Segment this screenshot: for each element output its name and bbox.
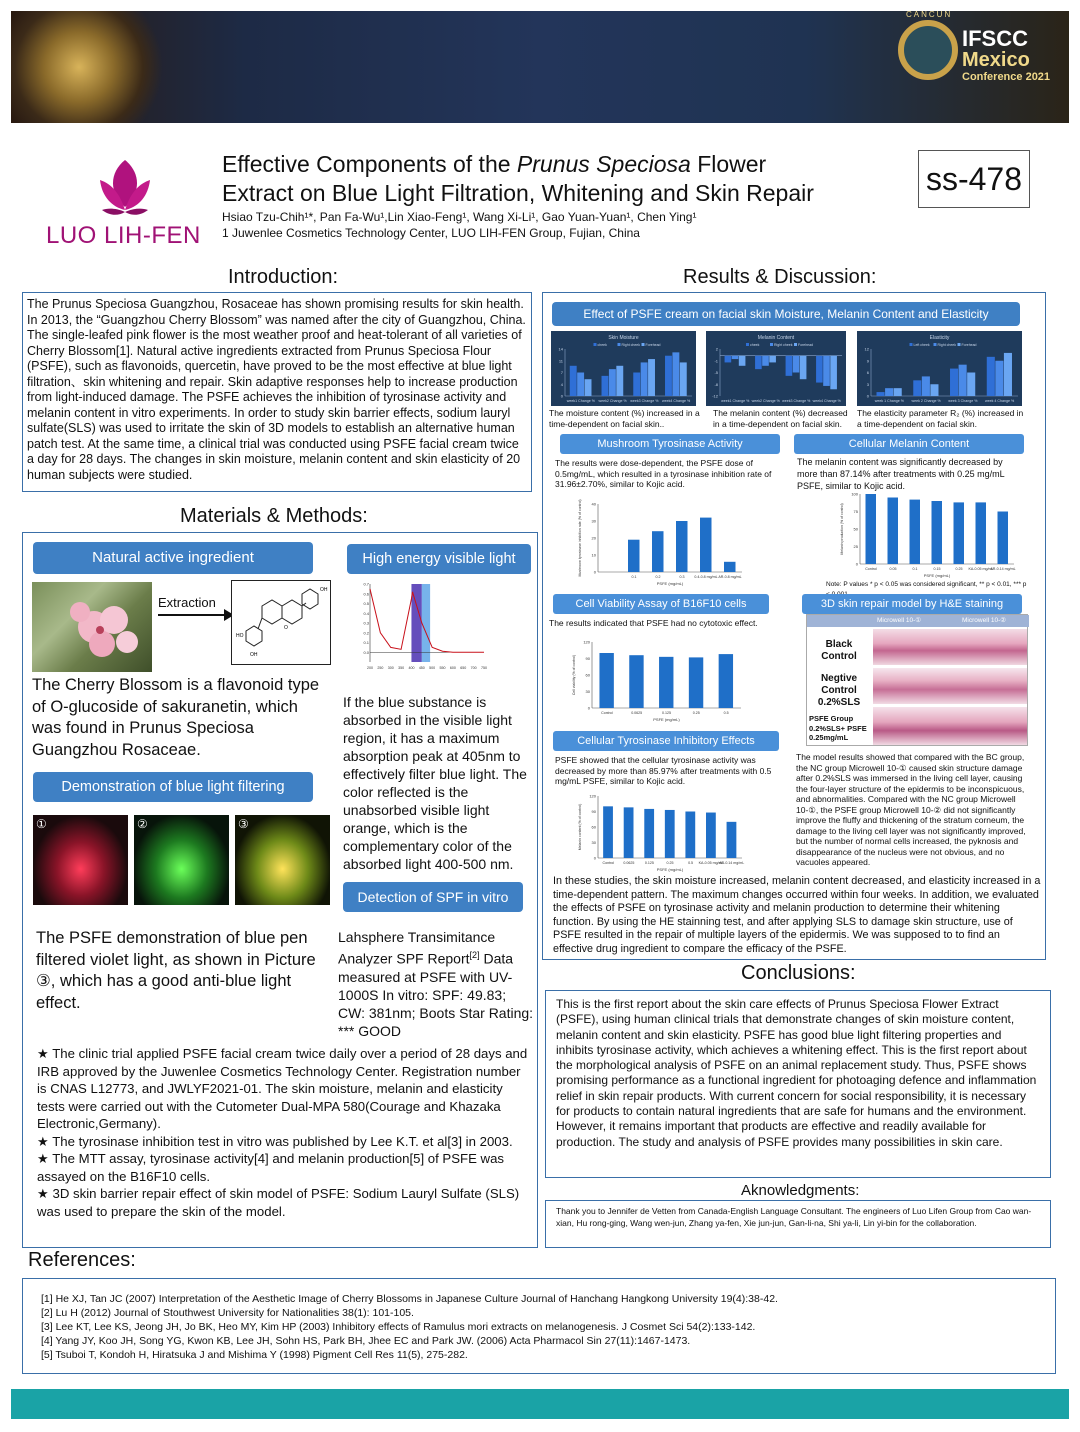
- bar: [967, 373, 975, 397]
- x-tick-label: 0.25: [955, 567, 963, 571]
- results-summary: In these studies, the skin moisture increased, melanin content decreased, and elasticity increased in a time-dependent pattern. The maximum changes occurred within four weeks. In addition, we evaluated the effects of PSFE on tyrosinase activity and melanin production to determine their whitening function. By using the HE stainning test, and after applying SLS to damage skin structure, use of PSFE resulted in the repair of multiple layers of the epidermis. We was supposed to to find an effective drug ingredient to compare the efficacy of the PSFE.: [553, 875, 1041, 955]
- y-tick-label: 0: [593, 569, 596, 575]
- cell-melanin-chart-svg: [838, 488, 1018, 578]
- bar: [602, 376, 609, 396]
- x-tick-label: 750: [481, 666, 487, 670]
- legend-label: Forehead: [798, 343, 813, 347]
- skin3d-label: 3D skin repair model by H&E staining: [802, 594, 1022, 614]
- x-tick-label: week2 Change %: [598, 399, 627, 403]
- x-tick-label: 0.2: [655, 575, 661, 579]
- bar: [706, 813, 716, 858]
- bar: [793, 356, 800, 373]
- photo-number-2: ②: [137, 817, 148, 831]
- bar: [987, 357, 995, 396]
- intro-heading: Introduction:: [228, 266, 339, 288]
- bar: [644, 809, 654, 858]
- bar: [689, 657, 703, 708]
- y-tick-label: 30: [591, 840, 596, 845]
- bar: [724, 562, 736, 572]
- y-tick-label: -8: [714, 381, 718, 387]
- x-tick-label: 350: [398, 666, 405, 670]
- bar: [888, 498, 899, 565]
- moisture-chart-svg: [551, 331, 696, 406]
- bar: [800, 356, 807, 380]
- y-tick-label: 0.2: [363, 630, 369, 636]
- reference-item: [5] Tsuboi T, Kondoh H, Hiratsuka J and Mishima Y (1998) Pigment Cell Res 11(5), 275-282.: [41, 1349, 468, 1361]
- extraction-label: Extraction: [158, 595, 216, 610]
- svg-text:OH: OH: [250, 652, 258, 658]
- bar: [700, 518, 712, 572]
- chart-title: Elasticity: [929, 335, 950, 341]
- affiliation: 1 Juwenlee Cosmetics Technology Center, LUO LIH-FEN Group, Fujian, China: [222, 226, 640, 240]
- y-tick-label: 3: [866, 381, 869, 387]
- bar: [995, 361, 1003, 396]
- reference-item: [2] Lu H (2012) Journal of Stouthwest University for Nationalities 38(1): 101-105.: [41, 1307, 414, 1319]
- bar: [866, 494, 877, 564]
- chart-title: Melanin Content: [757, 335, 795, 341]
- elasticity-caption-text: The elasticity parameter R₂ (%) increased in a time-dependent on facial skin.: [857, 408, 1024, 429]
- melanin-chart: [706, 331, 846, 406]
- x-tick-label: 0.25: [666, 861, 674, 865]
- authors-block: [222, 209, 922, 241]
- x-tick-label: 400: [408, 666, 415, 670]
- y-tick-label: 20: [591, 535, 596, 541]
- cell-melanin-chart: [838, 488, 1018, 578]
- poster-code: ss-478: [918, 150, 1030, 208]
- y-tick-label: 30: [591, 518, 596, 524]
- x-tick-label: 0.5: [723, 711, 729, 715]
- bar: [932, 501, 943, 564]
- legend-swatch: [958, 343, 961, 346]
- legend-label: Left cheek: [913, 343, 930, 347]
- reference-item: [3] Lee KT, Lee KS, Jeong JH, Jo BK, Heo MY, Kim HP (2003) Inhibitory effects of Ramulus mori extracts on melanogenesis. J Cosmet Sci 54(2):133-142.: [41, 1321, 756, 1333]
- y-tick-label: 12: [864, 346, 869, 352]
- bar: [585, 379, 592, 396]
- intro-text: The Prunus Speciosa Guangzhou, Rosaceae has shown promising results for skin health. In 2013, the “Guangzhou Cherry Blossom” was named after the city of Guangzhou, China. The single-leafed pink flower is the most weather proof and heat-tolerant of all varieties of Cherry Blossom[1]. Natural active ingredients extracted from Prunus Speciosa Flour (PSFE), such as flavonoids, quercetin, have proved to be the most effective at blue light filtration、skin whitening and repair. Skin adaptive responses help to increase production from light-induced damage. The PSFE achieves the inhibition of tyrosinase activity and melanin content in vitro experiments. In order to study skin barrier effects, sodium lauryl sulfate(SLS) was used to irritate the skin of 3D models to establish an alternative human patch test. At the same time, a clinical trial was conducted using PSFE facial cream twice a day for 28 days. The changes in skin moisture, melanin content and skin elasticity of 20 human subjects were studied.: [27, 297, 526, 482]
- viability-text: The results indicated that PSFE had no cytotoxic effect.: [549, 618, 758, 628]
- legend-label: cheek: [597, 343, 607, 347]
- viability-chart-svg: [570, 636, 745, 722]
- x-tick-label: week 4 Change %: [985, 399, 1015, 403]
- bar: [998, 512, 1009, 565]
- bar: [616, 366, 623, 396]
- bar: [629, 655, 643, 708]
- bar: [823, 356, 830, 386]
- bar: [885, 388, 893, 396]
- melanin-caption: The melanin content (%) decreased in a time-dependent on facial skin.: [713, 408, 848, 429]
- y-tick-label: 0.6: [363, 591, 369, 597]
- y-tick-label: 4: [560, 381, 563, 387]
- x-tick-label: AR-0.14 mg/mL: [990, 567, 1016, 571]
- bar: [950, 369, 958, 396]
- bar: [633, 373, 640, 397]
- blossom-flower-icon: [32, 582, 152, 672]
- x-tick-label: week4 Change %: [812, 399, 841, 403]
- mushroom-text: The results were dose-dependent, the PSFE dose of 0.5mg/mL, which resulted in a tyrosinase inhibition rate of 31.96±2.70%, similar to Kojic acid.: [555, 458, 772, 489]
- extraction-arrow-icon: [158, 614, 228, 616]
- y-tick-label: 0.7: [363, 581, 369, 587]
- y-tick-label: 0: [560, 393, 563, 399]
- demo-description: The PSFE demonstration of blue pen filtered violet light, as shown in Picture ③, which has a good anti-blue light effect.: [36, 929, 316, 1012]
- y-tick-label: 25: [853, 544, 858, 549]
- bar: [685, 812, 695, 859]
- moisture-caption: The moisture content (%) increased in a time-dependent on facial skin..: [549, 408, 700, 429]
- y-tick-label: 2: [715, 346, 718, 352]
- bullet-item: ★ The MTT assay, tyrosinase activity[4] and melanin production[5] of PSFE was assayed on the B16F10 cells.: [37, 1151, 504, 1184]
- y-tick-label: -1: [714, 358, 718, 364]
- x-tick-label: week3 Change %: [630, 399, 659, 403]
- y-tick-label: 0: [855, 561, 858, 567]
- skin3d-row-3-label: PSFE Group 0.2%SLS+ PSFE 0.25mg/mL: [809, 714, 867, 742]
- x-tick-label: KA-0.05 mg/mL: [968, 567, 994, 571]
- bar: [719, 654, 733, 708]
- x-tick-label: Control: [602, 861, 615, 865]
- bar: [954, 502, 965, 564]
- y-tick-label: 0.4: [363, 610, 369, 616]
- methods-heading: Materials & Methods:: [180, 505, 368, 527]
- title-italic: Prunus Speciosa: [516, 151, 691, 177]
- bar: [652, 531, 664, 572]
- natural-ingredient-label: Natural active ingredient: [33, 542, 313, 574]
- poster-title: [222, 150, 902, 208]
- svg-text:OH: OH: [320, 587, 328, 593]
- ring-text: CANCUN: [906, 10, 953, 19]
- y-tick-label: 0.5: [363, 601, 369, 606]
- x-tick-label: week 3 Change %: [948, 399, 978, 403]
- title-part2: Flower: [690, 151, 767, 177]
- y-tick-label: -12: [712, 393, 718, 399]
- absorption-chart: [358, 580, 488, 670]
- spf-ref: [2]: [469, 950, 480, 960]
- legend-swatch: [934, 343, 937, 346]
- melanin-chart-svg: [706, 331, 846, 406]
- x-tick-label: 200: [367, 666, 373, 670]
- reference-item: [4] Yang JY, Koo JH, Song YG, Kwon KB, Lee JH, Sohn HS, Park BH, Jhee EC and Park JW. (2006) Acta Pharmacol Sin 27(11):1467-1473.: [41, 1335, 691, 1347]
- x-tick-label: 450: [418, 666, 425, 670]
- hev-label: High energy visible light: [347, 544, 531, 574]
- bar: [816, 356, 823, 383]
- x-tick-label: Control: [865, 567, 877, 571]
- photo-number-1: ①: [36, 817, 47, 831]
- x-tick-label: KA-0.05 mg/mL: [698, 861, 724, 865]
- y-axis-label: Cell viability (% of control): [572, 654, 576, 696]
- y-tick-label: 50: [853, 526, 858, 532]
- x-tick-label: 0.1: [912, 567, 918, 571]
- effect-label: Effect of PSFE cream on facial skin Moisture, Melanin Content and Elasticity: [552, 302, 1020, 326]
- y-tick-label: 90: [585, 656, 590, 661]
- luo-lih-fen-logo: [40, 152, 210, 252]
- results-heading: Results & Discussion:: [683, 266, 877, 288]
- x-tick-label: 0.0625: [631, 711, 643, 715]
- skin3d-grid: [806, 614, 1028, 746]
- x-tick-label: 0.05: [889, 567, 897, 571]
- references-box: [22, 1278, 1056, 1374]
- x-axis-label: PSFE (mg/mL): [656, 581, 684, 586]
- x-tick-label: week 2 Change %: [911, 399, 941, 403]
- x-tick-label: 650: [460, 666, 467, 670]
- methods-bullets: [37, 1045, 532, 1220]
- intro-box: [22, 292, 532, 492]
- legend-label: Right cheek: [774, 343, 793, 347]
- elasticity-caption: [857, 408, 1027, 429]
- y-tick-label: 100: [851, 491, 858, 497]
- cherry-description: The Cherry Blossom is a flavonoid type of O-glucoside of sakuranetin, which was found in Prunus Speciosa Guangzhou Rosaceae.: [32, 676, 320, 759]
- spf-text-a: Lahsphere Transimitance Analyzer SPF Report: [338, 929, 496, 967]
- pvalue-note: Note: P values * p < 0.05 was considered significant, ** p < 0.01, *** p: [826, 581, 1027, 588]
- conclusions-text: This is the first report about the skin care effects of Prunus Speciosa Flower Extract (PSFE), using human clinical trials that demonstrate changes of skin moisture content, melanin content and skin elasticity. PSFE has good blue light filtering properties and inhibits tyrosinase activity, which achieves a whitening effect. This is the first report about the morphological analysis of PSFE on an animal replacement study. Thus, PSFE shows promising performance as a functional ingredient for photoaging defence and inflammation relief in skin repair products. With current concern for social responsibility, it is necessary for products to contain natural ingredients that are safe for humans and the environment. However, it remains important that products are effective and readily available for production. The study and analysis of PSFE provides many possibilities in skin care.: [556, 997, 1037, 1149]
- title-part1: Effective Components of the: [222, 151, 517, 177]
- cell-tyrosinase-chart-svg: [576, 790, 746, 872]
- bar: [577, 373, 584, 397]
- legend-label: Forehead: [645, 343, 661, 347]
- x-tick-label: 0.15: [933, 567, 941, 571]
- y-tick-label: 0: [587, 705, 590, 711]
- y-tick-label: 0.1: [363, 640, 369, 645]
- bar: [1004, 353, 1012, 396]
- demo-photo-1: [33, 815, 128, 905]
- legend-label: Forehead: [961, 343, 977, 347]
- photo-number-3: ③: [238, 817, 249, 831]
- blue-band: [422, 584, 430, 662]
- conference-logo-icon: [898, 10, 958, 80]
- bar: [786, 356, 793, 376]
- brand-mid: Mexico: [962, 49, 1030, 71]
- bar: [725, 356, 732, 363]
- y-tick-label: 11: [558, 358, 563, 364]
- bar: [665, 810, 675, 858]
- bar: [676, 521, 688, 572]
- x-tick-label: 300: [387, 666, 394, 670]
- bar: [959, 365, 967, 396]
- x-tick-label: AR-0.14 mg/mL: [719, 861, 745, 865]
- bar: [976, 502, 987, 564]
- x-tick-label: 550: [439, 666, 446, 670]
- legend-swatch: [642, 343, 645, 346]
- x-tick-label: Control: [601, 711, 613, 715]
- violet-band: [411, 584, 421, 662]
- bullet-item: ★ The tyrosinase inhibition test in vitro was published by Lee K.T. et al[3] in 2003.: [37, 1133, 513, 1149]
- conclusions-heading: Conclusions:: [741, 962, 856, 984]
- y-tick-label: 120: [589, 793, 596, 799]
- bar: [739, 356, 746, 366]
- skin3d-row-2-label: Negtive Control 0.2%SLS: [817, 673, 861, 708]
- logo-text: LUO LIH-FEN: [46, 222, 201, 249]
- x-tick-label: 0.0625: [623, 861, 635, 865]
- elasticity-chart: [857, 331, 1022, 406]
- svg-text:O: O: [284, 625, 288, 631]
- spf-description: [338, 928, 534, 1040]
- demo-label: Demonstration of blue light filtering: [33, 772, 313, 802]
- title-line2: Extract on Blue Light Filtration, Whitening and Skin Repair: [222, 180, 814, 206]
- bar: [609, 369, 616, 396]
- ack-heading: Aknowledgments:: [741, 1182, 860, 1199]
- x-axis-label: PSFE (mg/mL): [923, 573, 951, 578]
- y-tick-label: 10: [591, 552, 596, 558]
- bar: [922, 376, 930, 396]
- x-axis-label: PSFE (mg/mL): [656, 867, 684, 872]
- author-names: Hsiao Tzu-Chih¹*, Pan Fa-Wu¹,Lin Xiao-Feng¹, Wang Xi-Li¹, Gao Yuan-Yuan¹, Chen Ying¹: [222, 210, 697, 224]
- y-axis-label: Melanin production (% of control): [840, 503, 844, 555]
- cell-tyrosinase-label: Cellular Tyrosinase Inhibitory Effects: [553, 731, 779, 751]
- legend-swatch: [746, 343, 749, 346]
- bar: [603, 806, 613, 858]
- reference-item: [1] He XJ, Tan JC (2007) Interpretation of the Aesthetic Image of Cherry Blossoms in Japanese Culture Journal of Hanchang Hangkong University 19(4):38-42.: [41, 1293, 778, 1305]
- brand-big: IFSCC: [962, 26, 1028, 51]
- ack-text: Thank you to Jennifer de Vetten from Canada-English Language Consultant. The engineers of Luo Lifen Group from Cao wan-xian, Hu rong-ging, Wang wen-jun, Zhang ya-fen, Xie jun-jun, Gan-li-na, Shi ya-li, Lin yi-bin for the collaboration.: [556, 1206, 1032, 1228]
- cherry-blossom-photo: [32, 582, 152, 672]
- x-tick-label: 0.125: [662, 711, 671, 715]
- mayan-medallion-icon: [11, 11, 181, 123]
- mushroom-chart: [576, 498, 746, 586]
- he-stain-image-2: [873, 668, 1027, 704]
- bar: [732, 356, 739, 359]
- y-axis-label: Melanin content (% of control): [578, 803, 582, 851]
- bar: [672, 352, 679, 396]
- bar: [762, 356, 769, 366]
- y-tick-label: 14: [558, 346, 563, 352]
- skin3d-col-2: Microwell 10-②: [962, 617, 1007, 624]
- bar: [769, 356, 776, 363]
- he-stain-image-1: [873, 629, 1027, 665]
- x-tick-label: week4 Change %: [662, 399, 691, 403]
- bar: [727, 822, 737, 858]
- x-tick-label: AR-0.8 mg/mL: [718, 575, 742, 579]
- y-tick-label: 90: [591, 809, 596, 814]
- model-text: The model results showed that compared with the BC group, the NC group Microwell 10-① caused skin structure damage after 0.2%SLS was immersed in the living cell layer, causing the four-layer structure of the epidermis to be inconspicuous, and abnormalities. Compared with the NC group Microwell 10-①, the PSFE group Microwell 10-② did not significantly improve the fluffy and thickening of the stratum corneum, the damage to the living cell layer was not significantly improved, but the number of normal cells increased, the pyknosis and disappearance of the nucleus were not obvious, and no vacuoles appeared.: [796, 752, 1026, 867]
- bullet-item: ★ 3D skin barrier repair effect of skin model of PSFE: Sodium Lauryl Sulfate (SLS) was used to prepare the skin of the model.: [37, 1186, 520, 1219]
- conclusions-box: [545, 990, 1051, 1178]
- bar: [570, 366, 577, 396]
- elasticity-chart-svg: [857, 331, 1022, 406]
- flavonoid-molecule-icon: [232, 581, 332, 666]
- y-tick-label: 120: [583, 639, 590, 645]
- legend-swatch: [794, 343, 797, 346]
- viability-label: Cell Viability Assay of B16F10 cells: [553, 594, 769, 614]
- conference-brand: [962, 28, 1050, 83]
- demo-photo-3: [235, 815, 330, 905]
- bar: [755, 356, 762, 369]
- cell-tyrosinase-text: PSFE showed that the cellular tyrosinase activity was decreased by more than 85.97% after treatments with 0.5 mg/mL PSFE, similar to Kojic acid.: [555, 755, 772, 786]
- x-tick-label: 500: [429, 666, 436, 670]
- mushroom-label: Mushroom Tyrosinase Activity: [560, 434, 780, 454]
- bar: [665, 356, 672, 396]
- bar: [599, 653, 613, 708]
- y-tick-label: 9: [866, 358, 869, 364]
- y-tick-label: 7: [560, 370, 563, 375]
- y-tick-label: 40: [591, 501, 596, 507]
- bar: [830, 356, 837, 390]
- x-tick-label: 0.4-0.8 mg/mL: [694, 575, 718, 579]
- y-tick-label: 0: [866, 393, 869, 399]
- legend-swatch: [594, 343, 597, 346]
- bar: [877, 392, 885, 396]
- he-stain-image-3: [873, 707, 1027, 745]
- bar: [641, 362, 648, 396]
- mushroom-chart-svg: [576, 498, 746, 586]
- legend-swatch: [770, 343, 773, 346]
- y-tick-label: 60: [585, 672, 590, 678]
- legend-label: Right cheek: [621, 343, 640, 347]
- x-tick-label: 0.5: [688, 861, 694, 865]
- x-tick-label: week1 Change %: [566, 399, 595, 403]
- x-tick-label: 0.3: [679, 575, 685, 579]
- y-tick-label: 0.3: [363, 620, 369, 626]
- x-axis-label: PSFE (mg/mL): [653, 717, 680, 722]
- bar: [894, 388, 902, 396]
- x-tick-label: week1 Change %: [721, 399, 750, 403]
- legend-label: Right cheek: [937, 343, 956, 347]
- moisture-chart: [551, 331, 696, 406]
- spf-label: Detection of SPF in vitro: [343, 882, 523, 912]
- legend-label: cheek: [750, 343, 760, 347]
- x-tick-label: 600: [449, 666, 456, 670]
- x-tick-label: 250: [377, 666, 384, 670]
- x-tick-label: 700: [470, 666, 477, 670]
- y-tick-label: 0.0: [363, 649, 369, 655]
- footer-band: [11, 1389, 1069, 1419]
- legend-swatch: [618, 343, 621, 346]
- bar: [930, 384, 938, 396]
- molecule-structure: [231, 580, 331, 665]
- spf-text-b: Data measured at PSFE with UV-1000S In vitro: SPF: 49.83; CW: 381nm; Boots Star Rating: *** GOOD: [338, 950, 534, 1039]
- legend-swatch: [910, 343, 913, 346]
- y-tick-label: 0: [593, 855, 596, 861]
- x-tick-label: 0.1: [631, 575, 637, 579]
- bar: [913, 380, 921, 396]
- brand-small: Conference 2021: [962, 71, 1051, 83]
- blue-substance-description: If the blue substance is absorbed in the visible light region, it has a maximum absorption peak at 405nm to effectively filter blue light. The color reflected is the unabsorbed visible light orange, which is the complementary color of the absorbed light 400-500 nm.: [343, 694, 527, 872]
- bar: [680, 362, 687, 396]
- x-tick-label: week3 Change %: [782, 399, 811, 403]
- bar: [624, 807, 634, 858]
- bar: [659, 657, 673, 708]
- ack-box: [545, 1200, 1051, 1248]
- x-tick-label: week2 Change %: [751, 399, 780, 403]
- x-tick-label: 0.125: [644, 861, 654, 865]
- cell-melanin-text: The melanin content was significantly decreased by more than 87.14% after treatments with 0.25 mg/mL PSFE, similar to Kojic acid.: [797, 457, 1005, 491]
- demo-photo-2: [134, 815, 229, 905]
- y-tick-label: 6: [866, 370, 869, 375]
- y-tick-label: 30: [585, 689, 590, 694]
- bullet-item: ★ The clinic trial applied PSFE facial cream twice daily over a period of 28 days and IRB approved by the Juwenlee Cosmetics Technology Center. Registration number is CNAS L12773, and JWLYF2021-01. The skin moisture, melanin and elasticity tests were carried out with the Cutometer Dual-MPA 580(Courage and Khazaka Electronic,Germany).: [37, 1046, 528, 1131]
- y-tick-label: 75: [853, 509, 858, 514]
- chart-title: Skin Moisture: [608, 335, 639, 341]
- cell-melanin-label: Cellular Melanin Content: [794, 434, 1024, 454]
- y-tick-label: -5: [714, 370, 718, 375]
- x-tick-label: 0.25: [692, 711, 700, 715]
- skin3d-col-1: Microwell 10-①: [877, 617, 922, 624]
- absorption-spectrum-svg: [358, 580, 488, 670]
- bar: [648, 359, 655, 396]
- bar: [628, 540, 640, 572]
- x-tick-label: week 1 Change %: [874, 399, 904, 403]
- svg-text:HO: HO: [236, 633, 244, 639]
- references-heading: References:: [28, 1249, 136, 1271]
- viability-chart: [570, 636, 745, 722]
- cell-tyrosinase-chart: [576, 790, 746, 872]
- skin3d-row-1-label: Black Control: [821, 639, 857, 662]
- y-axis-label: Mushroom tyrosinase inhibition rate (% of control): [578, 499, 582, 577]
- y-tick-label: 60: [591, 824, 596, 830]
- bar: [910, 500, 921, 564]
